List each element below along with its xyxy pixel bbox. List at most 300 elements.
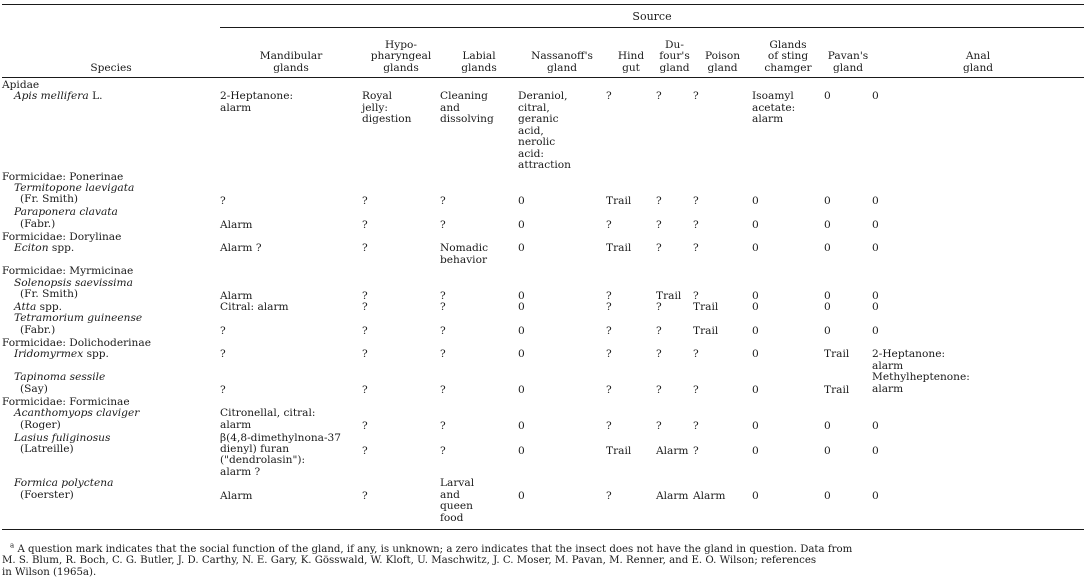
table-row xyxy=(2,278,1084,302)
table-row xyxy=(2,302,1084,313)
data-cell xyxy=(220,372,362,396)
data-cell xyxy=(518,243,606,266)
cell-line: 0 xyxy=(824,242,831,255)
footnote-line xyxy=(2,541,1082,555)
cell-line: 0 xyxy=(872,420,879,433)
data-cell xyxy=(824,313,872,337)
cell-line: alarm xyxy=(872,382,904,395)
column-header-line: four's xyxy=(659,50,690,63)
data-cell xyxy=(518,278,606,302)
cell-line: ? xyxy=(440,444,446,457)
data-cell xyxy=(220,478,362,524)
data-cell xyxy=(362,207,440,231)
column-header-line: Labial xyxy=(462,50,496,63)
data-cell xyxy=(872,408,1084,432)
cell-line: ? xyxy=(656,325,662,338)
cell-line: ? xyxy=(656,348,662,361)
cell-line: Alarm xyxy=(220,219,253,232)
data-cell xyxy=(872,91,1084,171)
data-cell xyxy=(752,183,824,207)
species-cell xyxy=(2,349,220,372)
data-cell xyxy=(693,313,752,337)
cell-line: geranic xyxy=(518,113,559,126)
data-cell xyxy=(362,349,440,372)
data-cell xyxy=(362,313,440,337)
data-cell xyxy=(656,278,693,302)
cell-line: 0 xyxy=(518,325,525,338)
data-cell xyxy=(440,183,518,207)
column-header-line: gut xyxy=(622,61,640,74)
species-authority: spp. xyxy=(39,301,63,313)
data-cell xyxy=(220,302,362,313)
data-cell xyxy=(752,207,824,231)
species-cell xyxy=(2,278,220,302)
species-name: Iridomyrmex xyxy=(14,348,84,361)
data-cell xyxy=(656,183,693,207)
data-cell xyxy=(220,433,362,479)
bottom-rule xyxy=(2,529,1084,530)
cell-line: ? xyxy=(693,384,699,397)
cell-line: ? xyxy=(220,384,226,397)
data-cell xyxy=(824,91,872,171)
species-name: Lasius fuliginosus xyxy=(14,431,111,444)
data-cell xyxy=(872,313,1084,337)
cell-line: ? xyxy=(693,242,699,255)
cell-line: Cleaning xyxy=(440,90,488,103)
cell-line: Alarm xyxy=(656,444,689,457)
family-name: Formicidae: Ponerinae xyxy=(2,170,124,183)
column-header-line: Glands xyxy=(769,38,807,51)
cell-line: 0 xyxy=(872,325,879,338)
cell-line: 0 xyxy=(872,242,879,255)
column-header-line: glands xyxy=(273,61,309,74)
gland-function-table xyxy=(2,36,1084,524)
species-authority: spp. xyxy=(51,242,75,255)
species-cell xyxy=(2,372,220,396)
cell-line: ? xyxy=(606,348,612,361)
cell-line: ? xyxy=(220,348,226,361)
cell-line: 0 xyxy=(824,90,831,103)
cell-line: ? xyxy=(362,289,368,302)
data-cell xyxy=(362,302,440,313)
cell-line: 0 xyxy=(518,348,525,361)
footnote-line: in Wilson (1965a). xyxy=(2,566,97,578)
column-header xyxy=(872,36,1084,76)
family-name: Apidae xyxy=(2,79,40,91)
cell-line: food xyxy=(440,511,464,524)
cell-line: ? xyxy=(656,219,662,232)
cell-line: Deraniol, xyxy=(518,90,568,103)
data-cell xyxy=(824,243,872,266)
cell-line: 0 xyxy=(824,194,831,207)
data-cell xyxy=(362,372,440,396)
cell-line: dissolving xyxy=(440,113,494,126)
data-cell xyxy=(220,207,362,231)
column-header xyxy=(656,36,693,76)
data-cell xyxy=(872,349,1084,372)
family-name: Formicidae: Dorylinae xyxy=(2,230,122,243)
data-cell xyxy=(440,478,518,524)
data-cell xyxy=(693,207,752,231)
species-authority: (Fr. Smith) xyxy=(20,288,79,300)
data-cell xyxy=(693,91,752,171)
column-header-line: Hind xyxy=(617,50,645,63)
column-header-line: Mandibular xyxy=(259,50,323,63)
column-header-line: pharyngeal xyxy=(370,50,432,63)
column-header-line: gland xyxy=(962,61,994,74)
column-header xyxy=(440,36,518,76)
data-cell xyxy=(656,349,693,372)
data-cell xyxy=(606,478,656,524)
column-header-line: Anal xyxy=(965,50,991,63)
cell-line: Citral: alarm xyxy=(220,301,289,313)
data-cell xyxy=(824,433,872,479)
cell-line: 0 xyxy=(518,219,525,232)
species-name: Tetramorium guineense xyxy=(14,312,143,325)
data-cell xyxy=(693,478,752,524)
data-cell xyxy=(606,408,656,432)
species-name: Apis mellifera xyxy=(14,90,89,103)
cell-line: 0 xyxy=(824,490,831,503)
cell-line: ? xyxy=(656,384,662,397)
cell-line: queen xyxy=(440,500,473,513)
cell-line: 0 xyxy=(752,194,759,207)
cell-line: alarm xyxy=(872,359,904,372)
cell-line: 0 xyxy=(824,301,831,313)
data-cell xyxy=(693,302,752,313)
data-cell xyxy=(440,433,518,479)
data-cell xyxy=(440,372,518,396)
cell-line: 0 xyxy=(518,444,525,457)
cell-line: 0 xyxy=(872,90,879,103)
species-cell xyxy=(2,243,220,266)
family-name: Formicidae: Formicinae xyxy=(2,395,130,408)
cell-line: ? xyxy=(656,194,662,207)
cell-line: 0 xyxy=(872,219,879,232)
species-header: Species xyxy=(90,61,132,74)
cell-line: 0 xyxy=(752,289,759,302)
cell-line: ? xyxy=(362,384,368,397)
table-row xyxy=(2,478,1084,524)
cell-line: ? xyxy=(693,289,699,302)
cell-line: ? xyxy=(656,90,662,103)
data-cell xyxy=(656,408,693,432)
species-authority: (Foerster) xyxy=(20,488,74,501)
cell-line: 0 xyxy=(752,219,759,232)
data-cell xyxy=(606,302,656,313)
table-body xyxy=(2,76,1084,524)
column-header-line: gland xyxy=(659,61,690,74)
data-cell xyxy=(440,313,518,337)
data-cell xyxy=(872,478,1084,524)
cell-line: Nomadic xyxy=(440,242,489,255)
data-cell xyxy=(518,433,606,479)
header-row xyxy=(2,36,1084,76)
column-header xyxy=(693,36,752,76)
data-cell xyxy=(220,243,362,266)
column-header-line: Du- xyxy=(665,38,684,51)
table-row xyxy=(2,372,1084,396)
family-row xyxy=(2,76,1084,91)
data-cell xyxy=(824,478,872,524)
cell-line: 0 xyxy=(518,194,525,207)
footnote-line: M. S. Blum, R. Boch, C. G. Butler, J. D. Carthy, N. E. Gary, K. Gösswald, W. Kloft, U. Maschwitz, J. C. Moser, M. Pavan, M. Renner, and E. O. Wilson; references xyxy=(2,555,817,567)
cell-line: 0 xyxy=(752,242,759,255)
cell-line: Citronellal, citral: xyxy=(220,407,316,420)
column-header-line: glands xyxy=(461,61,497,74)
family-row xyxy=(2,232,1084,243)
species-cell xyxy=(2,91,220,171)
column-header xyxy=(362,36,440,76)
table-row xyxy=(2,91,1084,171)
column-header-line: Pavan's xyxy=(827,50,869,63)
data-cell xyxy=(872,278,1084,302)
cell-line: ? xyxy=(440,289,446,302)
cell-line: ? xyxy=(362,444,368,457)
cell-line: 0 xyxy=(518,301,525,313)
data-cell xyxy=(518,349,606,372)
table-row xyxy=(2,349,1084,372)
cell-line: alarm xyxy=(220,418,252,431)
cell-line: 2-Heptanone: xyxy=(872,348,946,361)
data-cell xyxy=(656,478,693,524)
data-cell xyxy=(518,207,606,231)
table-row xyxy=(2,243,1084,266)
cell-line: 0 xyxy=(752,348,759,361)
data-cell xyxy=(440,278,518,302)
data-cell xyxy=(752,313,824,337)
cell-line: acid, xyxy=(518,124,544,137)
cell-line: ? xyxy=(440,194,446,207)
source-rule xyxy=(220,27,1084,28)
data-cell xyxy=(362,91,440,171)
cell-line: ? xyxy=(440,420,446,433)
cell-line: ? xyxy=(693,194,699,207)
table-row xyxy=(2,433,1084,479)
top-rule xyxy=(2,4,1084,5)
table-row xyxy=(2,313,1084,337)
cell-line: Trail xyxy=(693,325,719,338)
data-cell xyxy=(752,349,824,372)
species-name: Eciton xyxy=(14,242,49,255)
species-authority: (Fr. Smith) xyxy=(20,193,79,206)
cell-line: ? xyxy=(606,384,612,397)
cell-line: jelly: xyxy=(362,101,388,114)
cell-line: Trail xyxy=(606,242,632,255)
cell-line: ? xyxy=(606,289,612,302)
cell-line: nerolic xyxy=(518,136,556,149)
species-authority: (Fabr.) xyxy=(20,323,56,336)
data-cell xyxy=(220,183,362,207)
data-cell xyxy=(824,278,872,302)
cell-line: 0 xyxy=(752,384,759,397)
cell-line: ? xyxy=(693,90,699,103)
cell-line: ? xyxy=(606,490,612,503)
data-cell xyxy=(606,91,656,171)
species-cell xyxy=(2,183,220,207)
cell-line: ? xyxy=(362,325,368,338)
cell-line: ? xyxy=(362,219,368,232)
species-authority: (Say) xyxy=(20,382,48,395)
data-cell xyxy=(752,278,824,302)
cell-line: alarm ? xyxy=(220,465,261,478)
data-cell xyxy=(693,278,752,302)
cell-line: Isoamyl xyxy=(752,90,794,103)
species-name: Paraponera clavata xyxy=(14,206,118,219)
column-header-line: Hypo- xyxy=(385,38,417,51)
cell-line: ? xyxy=(693,219,699,232)
cell-line: ? xyxy=(606,301,612,313)
footnote xyxy=(2,541,1082,578)
cell-line: 0 xyxy=(824,289,831,302)
family-row xyxy=(2,172,1084,183)
column-header-line: Poison xyxy=(704,50,741,63)
cell-line: ? xyxy=(606,420,612,433)
cell-line: 0 xyxy=(518,490,525,503)
source-heading: Source xyxy=(632,10,672,23)
cell-line: ? xyxy=(362,420,368,433)
cell-line: ? xyxy=(440,301,446,313)
cell-line: acetate: xyxy=(752,101,796,114)
data-cell xyxy=(693,408,752,432)
species-authority: (Roger) xyxy=(20,418,61,431)
species-cell xyxy=(2,313,220,337)
cell-line: Trail xyxy=(693,301,719,313)
species-authority: (Fabr.) xyxy=(20,217,56,230)
cell-line: 0 xyxy=(872,194,879,207)
data-cell xyxy=(606,183,656,207)
data-cell xyxy=(656,313,693,337)
data-cell xyxy=(752,91,824,171)
column-header xyxy=(518,36,606,76)
cell-line: Alarm xyxy=(656,490,689,503)
cell-line: 0 xyxy=(872,301,879,313)
cell-line: 0 xyxy=(872,490,879,503)
species-cell xyxy=(2,433,220,479)
cell-line: 0 xyxy=(824,420,831,433)
data-cell xyxy=(440,91,518,171)
cell-line: 0 xyxy=(752,325,759,338)
table-row xyxy=(2,408,1084,432)
cell-line: ? xyxy=(362,301,368,313)
species-authority: (Latreille) xyxy=(20,442,74,455)
data-cell xyxy=(440,349,518,372)
data-cell xyxy=(220,278,362,302)
column-header xyxy=(220,36,362,76)
data-cell xyxy=(656,433,693,479)
cell-line: 0 xyxy=(518,242,525,255)
cell-line: ? xyxy=(362,348,368,361)
cell-line: 0 xyxy=(518,289,525,302)
data-cell xyxy=(872,207,1084,231)
species-authority: spp. xyxy=(86,348,109,361)
cell-line: behavior xyxy=(440,253,488,266)
cell-line: 0 xyxy=(824,444,831,457)
data-cell xyxy=(518,478,606,524)
cell-line: citral, xyxy=(518,101,550,114)
footnote-text: A question mark indicates that the social function of the gland, if any, is unknown; a zero indicates that the insect does not have the gland in question. Data from xyxy=(17,544,853,555)
cell-line: ? xyxy=(220,194,226,207)
footnote-marker: a xyxy=(10,541,15,550)
cell-line: Trail xyxy=(824,348,850,361)
cell-line: Trail xyxy=(824,384,850,397)
data-cell xyxy=(752,243,824,266)
cell-line: Trail xyxy=(656,289,682,302)
data-cell xyxy=(752,302,824,313)
cell-line: ? xyxy=(362,242,368,255)
cell-line: and xyxy=(440,101,460,114)
family-row xyxy=(2,397,1084,408)
data-cell xyxy=(362,433,440,479)
data-cell xyxy=(606,349,656,372)
data-cell xyxy=(752,372,824,396)
data-cell xyxy=(824,372,872,396)
data-cell xyxy=(656,302,693,313)
cell-line: 2-Heptanone: xyxy=(220,90,294,103)
species-cell xyxy=(2,408,220,432)
family-name: Formicidae: Dolichoderinae xyxy=(2,336,151,349)
data-cell xyxy=(440,302,518,313)
data-cell xyxy=(518,183,606,207)
data-cell xyxy=(518,313,606,337)
cell-line: Alarm xyxy=(220,490,253,503)
data-cell xyxy=(362,278,440,302)
cell-line: and xyxy=(440,488,460,501)
cell-line: 0 xyxy=(872,444,879,457)
column-header-line: of sting xyxy=(767,50,809,63)
cell-line: 0 xyxy=(518,384,525,397)
data-cell xyxy=(440,207,518,231)
data-cell xyxy=(606,433,656,479)
species-authority: L. xyxy=(92,90,103,103)
cell-line: 0 xyxy=(872,289,879,302)
cell-line: ? xyxy=(606,219,612,232)
cell-line: ? xyxy=(693,420,699,433)
cell-line: Alarm xyxy=(693,490,726,503)
cell-line: 0 xyxy=(752,420,759,433)
cell-line: 0 xyxy=(518,420,525,433)
data-cell xyxy=(220,349,362,372)
data-cell xyxy=(606,372,656,396)
data-cell xyxy=(824,207,872,231)
column-header-line: Nassanoff's xyxy=(531,50,593,63)
cell-line: alarm xyxy=(220,101,252,114)
cell-line: ? xyxy=(440,325,446,338)
data-cell xyxy=(606,243,656,266)
data-cell xyxy=(606,313,656,337)
data-cell xyxy=(362,408,440,432)
column-header-line: gland xyxy=(707,61,738,74)
data-cell xyxy=(752,408,824,432)
data-cell xyxy=(872,183,1084,207)
column-header xyxy=(752,36,824,76)
species-cell xyxy=(2,207,220,231)
data-cell xyxy=(440,243,518,266)
cell-line: Trail xyxy=(606,444,632,457)
cell-line: acid: xyxy=(518,147,544,160)
cell-line: ("dendrolasin"): xyxy=(220,454,306,467)
cell-line: Alarm ? xyxy=(220,242,262,255)
data-cell xyxy=(518,91,606,171)
cell-line: 0 xyxy=(752,490,759,503)
data-cell xyxy=(752,433,824,479)
cell-line: ? xyxy=(656,301,662,313)
cell-line: 0 xyxy=(752,444,759,457)
data-cell xyxy=(872,433,1084,479)
cell-line: ? xyxy=(656,242,662,255)
cell-line: β(4,8-dimethylnona-37 xyxy=(220,431,342,444)
cell-line: ? xyxy=(362,490,368,503)
